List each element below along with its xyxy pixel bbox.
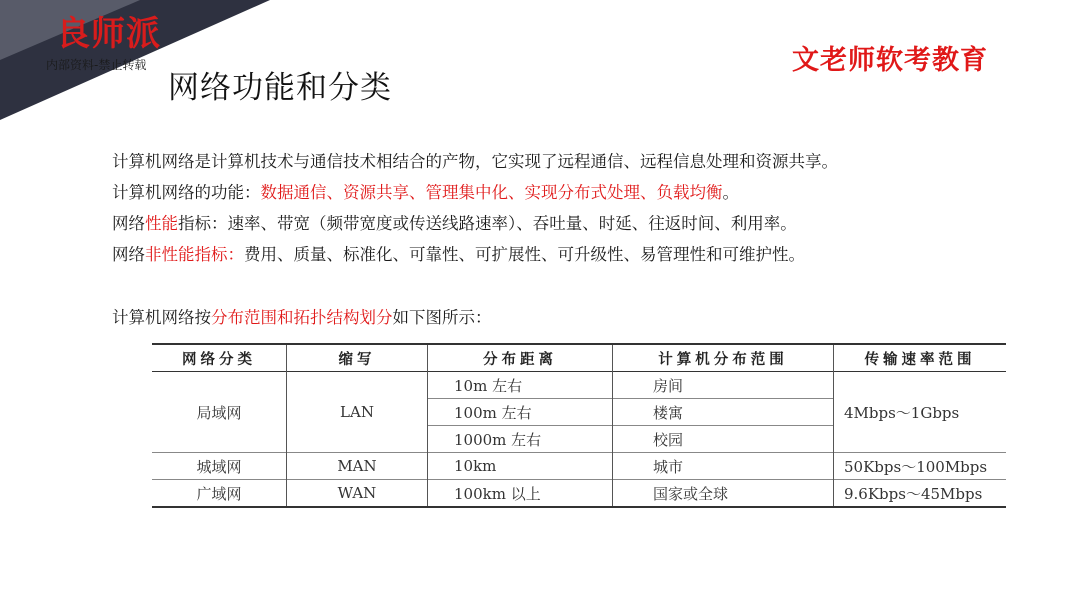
body-text: [112, 146, 838, 270]
table-header-row: [152, 344, 1006, 372]
non-performance-prefix: 网络: [112, 245, 145, 264]
brand-logo: 良师派: [56, 14, 161, 54]
org-name: 文老师软考教育: [792, 45, 988, 76]
functions-highlight: 数据通信、资源共享、管理集中化、实现分布式处理、负载均衡: [260, 183, 723, 202]
non-performance-highlight: 非性能指标：: [145, 245, 244, 264]
cell-man-abbr: MAN: [287, 453, 428, 480]
cell-wan-abbr: WAN: [287, 480, 428, 508]
brand-notice: 内部资料-禁止转载: [46, 58, 147, 72]
cell-lan-distance-2: 100m 左右: [428, 399, 613, 426]
functions-end: 。: [722, 183, 739, 202]
cell-wan-distance: 100km 以上: [428, 480, 613, 508]
functions-label: 计算机网络的功能：: [112, 183, 261, 202]
cell-lan-range-2: 楼寓: [613, 399, 834, 426]
paragraph-non-performance: [112, 239, 838, 270]
intro-prefix: 计算机网络按: [112, 308, 211, 327]
header-category: 网络分类: [182, 351, 256, 368]
paragraph-performance: [112, 208, 838, 239]
cell-lan-range-1: 房间: [613, 372, 834, 399]
paragraph-definition: 计算机网络是计算机技术与通信技术相结合的产物，它实现了远程通信、远程信息处理和资源共享。: [112, 152, 838, 171]
table-intro: [112, 304, 492, 328]
cell-lan-category: 局域网: [196, 403, 242, 422]
header-abbr: 缩写: [287, 344, 428, 372]
performance-text: 指标：速率、带宽（频带宽度或传送线路速率）、吞吐量、时延、往返时间、利用率。: [178, 214, 797, 233]
network-classification-table: [152, 343, 1006, 508]
non-performance-text: 费用、质量、标准化、可靠性、可扩展性、可升级性、易管理性和可维护性。: [244, 245, 805, 264]
cell-lan-range-3: 校园: [613, 426, 834, 453]
cell-wan-range: 国家或全球: [613, 480, 834, 508]
cell-wan-category: 广域网: [196, 484, 242, 503]
intro-suffix: 如下图所示：: [392, 308, 492, 327]
cell-man-range: 城市: [613, 453, 834, 480]
cell-lan-abbr: LAN: [287, 372, 428, 453]
cell-lan-distance-3: 1000m 左右: [428, 426, 613, 453]
table-row-man: [152, 453, 1006, 480]
cell-lan-rate: 4Mbps～1Gbps: [834, 372, 1007, 453]
slide-title: 网络功能和分类: [168, 70, 392, 106]
header-rate: 传输速率范围: [834, 344, 1007, 372]
intro-highlight: 分布范围和拓扑结构划分: [211, 308, 393, 327]
cell-man-rate: 50Kbps～100Mbps: [834, 453, 1007, 480]
cell-man-category: 城域网: [196, 457, 242, 476]
table-row-wan: [152, 480, 1006, 508]
performance-prefix: 网络: [112, 214, 145, 233]
cell-man-distance: 10km: [428, 453, 613, 480]
cell-lan-distance-1: 10m 左右: [428, 372, 613, 399]
header-distance: 分布距离: [428, 344, 613, 372]
header-range: 计算机分布范围: [613, 344, 834, 372]
paragraph-functions: [112, 177, 838, 208]
performance-highlight: 性能: [145, 214, 178, 233]
cell-wan-rate: 9.6Kbps～45Mbps: [834, 480, 1007, 508]
table-row-lan-1: [152, 372, 1006, 399]
